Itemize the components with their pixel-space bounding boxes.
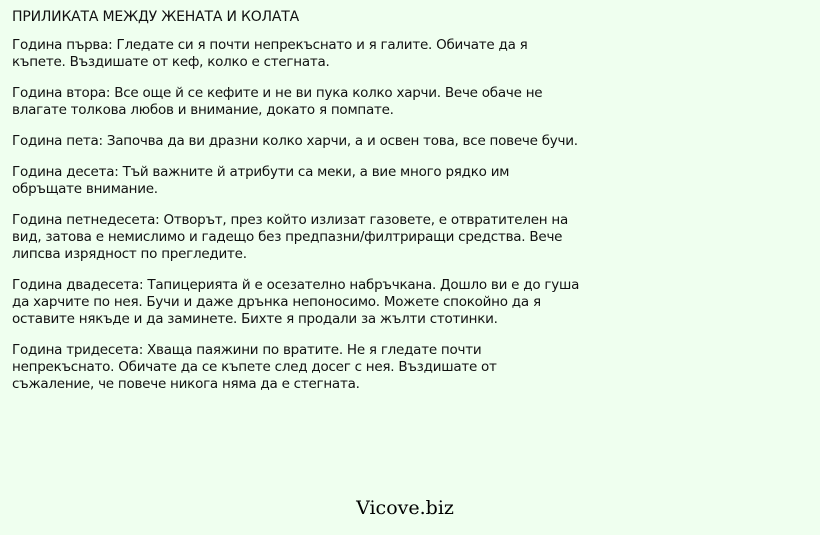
paragraph-year-2: Година втора: Все още й се кефите и не ви пука колко харчи. Вече обаче не влагате толкова любов и внимание, докато я помпате. [12,85,543,118]
paragraph-year-30: Година тридесета: Хваща паяжини по вратите. Не я гледате почти непрекъснато. Обичате да се къпете след досег с нея. Въздишате от съжаление, че повече никога няма да е стегната. [12,342,497,392]
paragraph-year-20: Година двадесета: Тапицерията й е осезателно набръчкана. Дошло ви е до гуша да харчите по нея. Бучи и даже дрънка непоносимо. Можете спокойно да я оставите някъде и да заминете. Бихте я продали за жълти стотинки. [12,277,580,327]
paragraph-year-1: Година първа: Гледате си я почти непрекъснато и я галите. Обичате да я къпете. Въздишате от кеф, колко е стегната. [12,37,528,70]
article-title: ПРИЛИКАТА МЕЖДУ ЖЕНАТА И КОЛАТА [12,9,299,25]
paragraph-year-15: Година петнедесета: Отворът, през който излизат газовете, е отвратителен на вид, затова е немислимо и гадещо без предпазни/филтриращи средства. Вече липсва изрядност по прегледите. [12,212,569,262]
site-watermark: Vicove.biz [356,497,454,519]
article [12,8,582,407]
paragraph-year-5: Година пета: Започва да ви дразни колко харчи, а и освен това, все повече бучи. [12,133,578,149]
paragraph-year-10: Година десета: Тъй важните й атрибути са меки, а вие много рядко им обръщате внимание. [12,164,510,197]
